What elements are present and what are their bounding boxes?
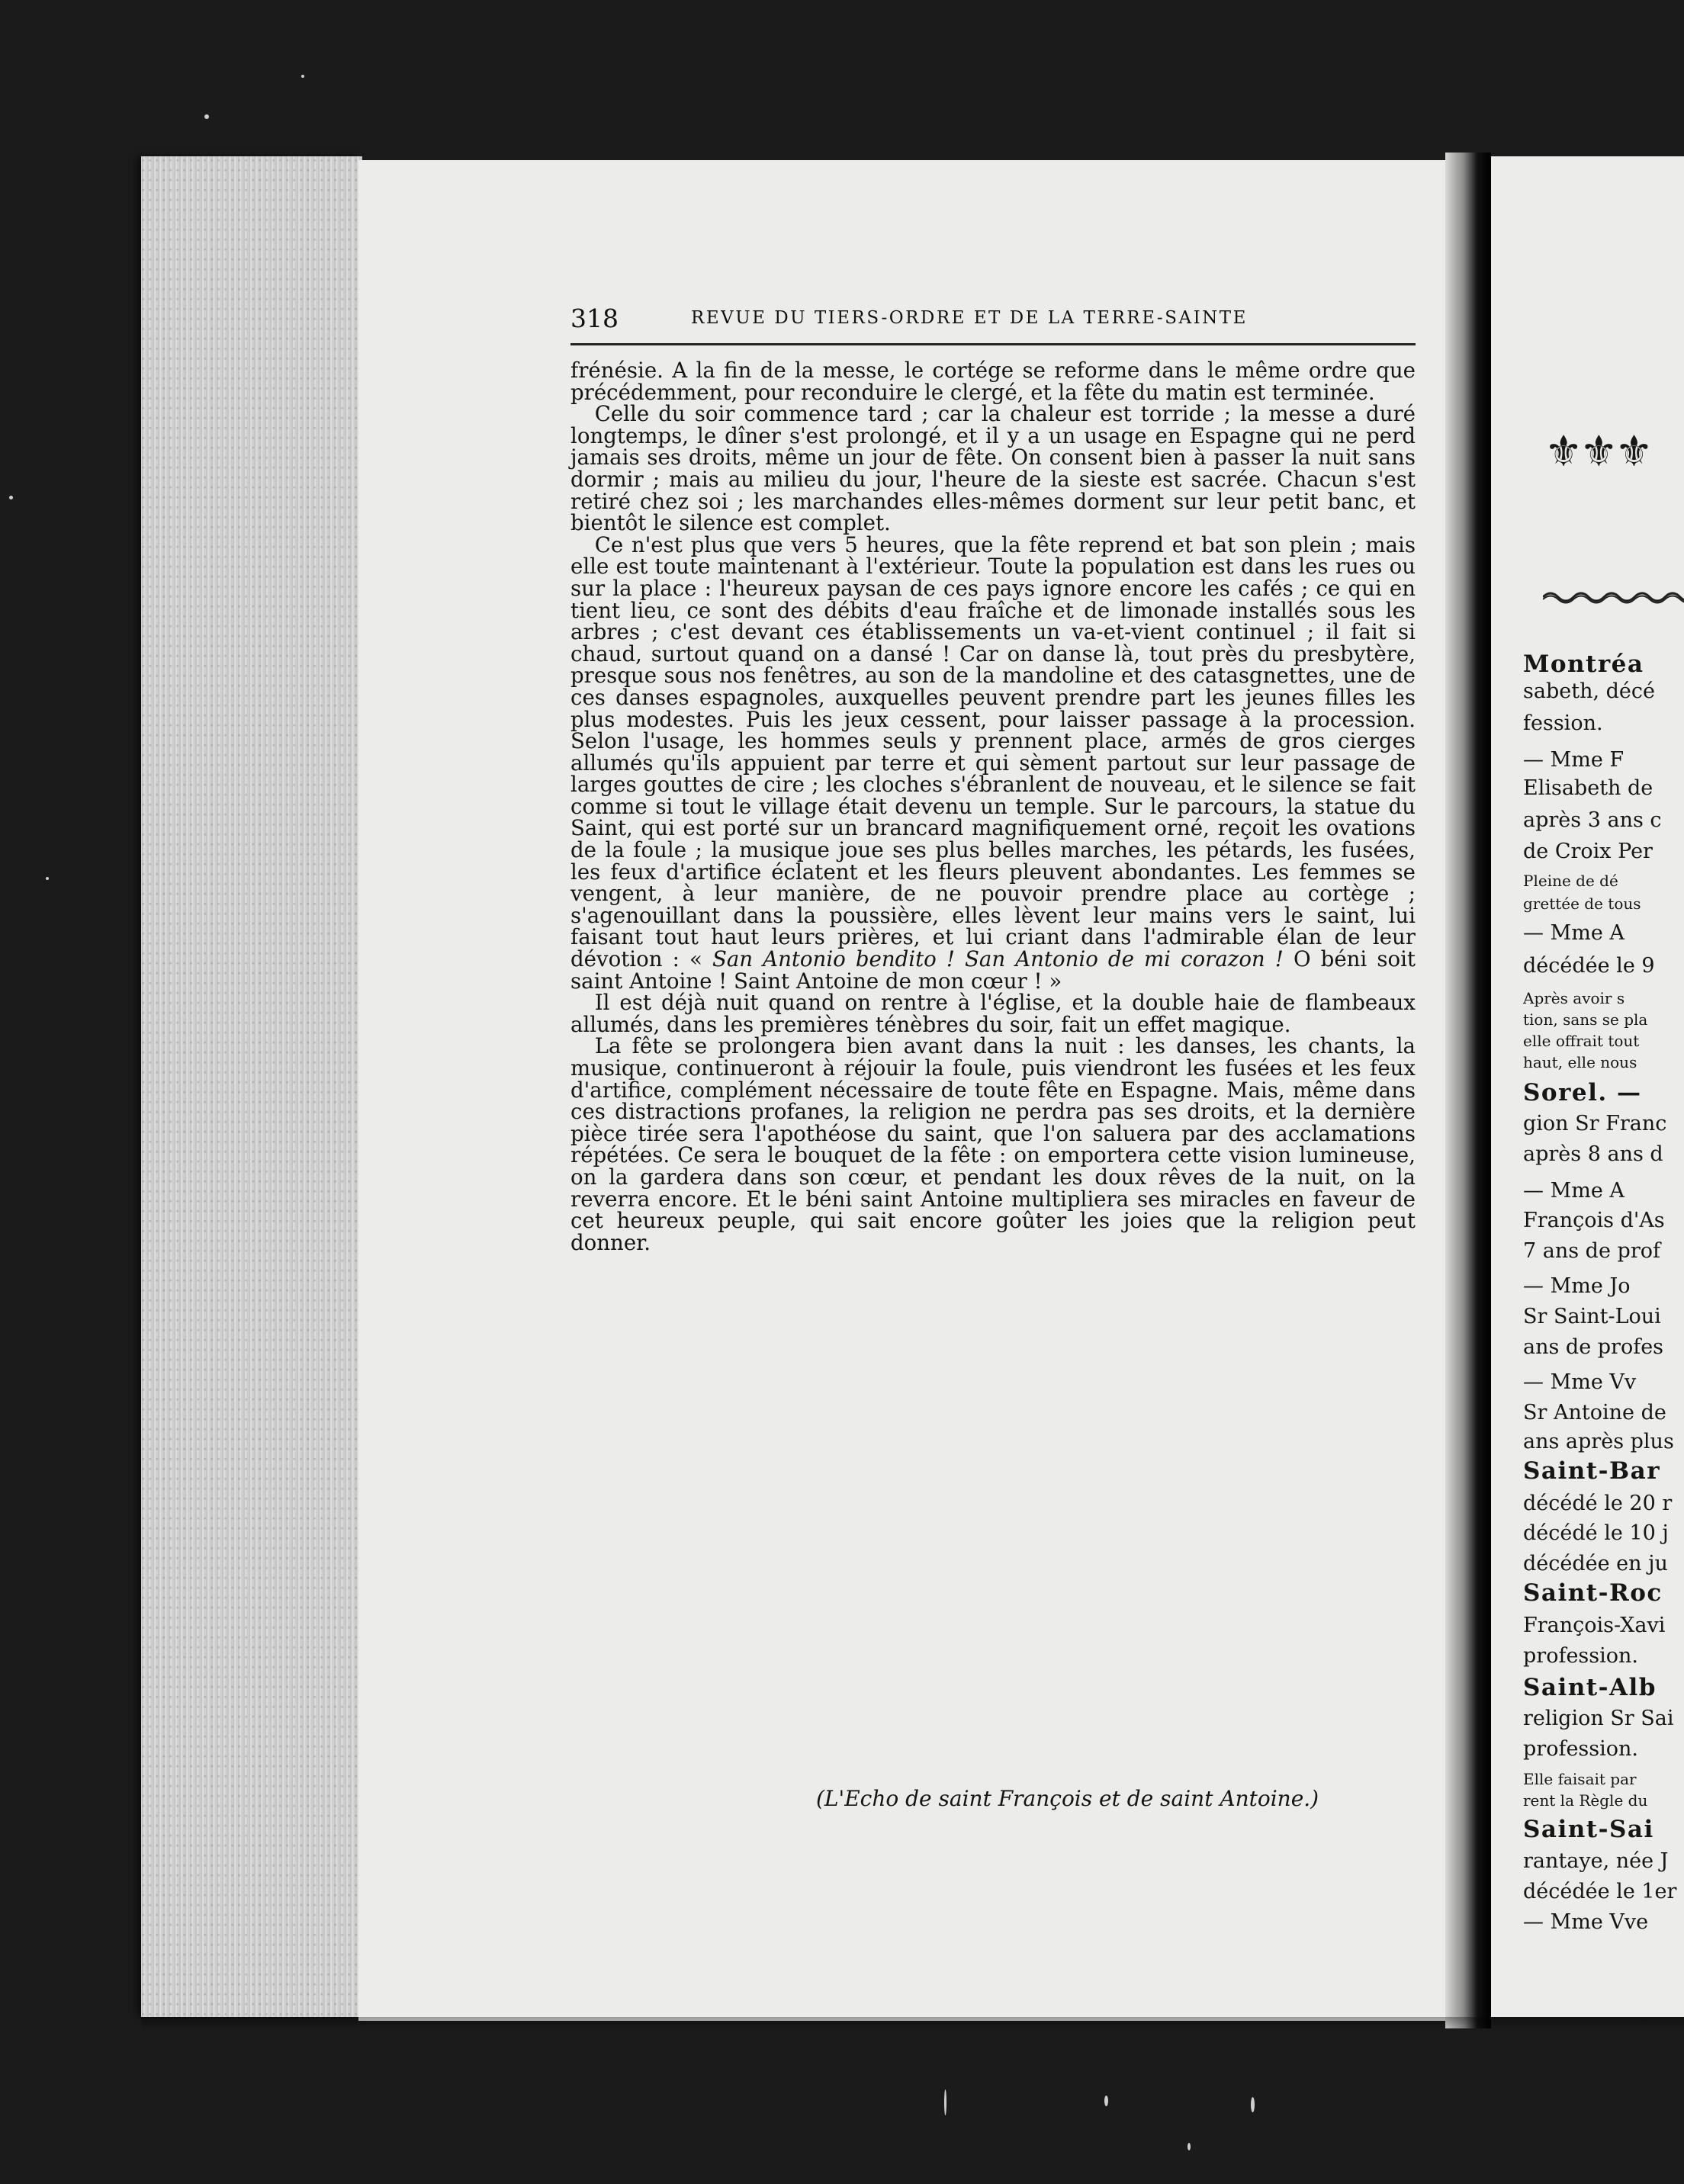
right-page-line: décédée le 9 (1523, 954, 1655, 978)
fleuron-ornament: ⚜⚜⚜ (1544, 427, 1650, 477)
running-head (570, 304, 1416, 345)
right-page-line: Sr Antoine de (1523, 1401, 1666, 1424)
right-page-line: Après avoir s (1523, 989, 1625, 1007)
dust-speck (1251, 2097, 1255, 2112)
right-page-line: Saint-Roc (1523, 1579, 1663, 1607)
right-page-line: François-Xavi (1523, 1614, 1666, 1637)
right-page-line: profession. (1523, 1737, 1638, 1761)
spanish-quote: San Antonio bendito ! San Antonio de mi corazon ! (712, 946, 1284, 972)
source-credit: (L'Echo de saint François et de saint Antoine.) (816, 1786, 1319, 1811)
right-page-line: décédé le 10 j (1523, 1521, 1669, 1545)
right-page-line: ans de profes (1523, 1335, 1664, 1359)
paragraph: frénésie. A la fin de la messe, le cortége se reforme dans le même ordre que précédemment, pour reconduire le clergé, et la fête du matin est terminée. (570, 358, 1416, 405)
dust-speck (1104, 2096, 1108, 2106)
right-page-line: rent la Règle du (1523, 1791, 1648, 1810)
right-page-line: profession. (1523, 1644, 1638, 1668)
right-page-line: grettée de tous (1523, 894, 1641, 913)
right-page-line: — Mme Vve (1523, 1910, 1649, 1934)
dust-speck (46, 877, 49, 880)
right-page-line: décédée en ju (1523, 1552, 1668, 1575)
right-page-line: sabeth, décé (1523, 679, 1655, 703)
paragraph-text: Ce n'est plus que vers 5 heures, que la fête reprend et bat son plein ; mais elle est toute maintenant à l'extérieur. Toute la population est dans les rues ou sur la place : l'heureux paysan de ces pays ignore encore les cafés ; ce qui en tient lieu, ce sont des débits d'eau fraîche et de limonade installés sous les arbres ; c'est devant ces établissements un va-et-vient continuel ; il fait si chaud, surtout quand on a dansé ! Car on danse là, tout près du presbytère, presque sous nos fenêtres, au son de la mandoline et des catasgnettes, une de ces danses espagnoles, auxquelles peuvent prendre part les jeunes filles les plus modestes. Puis les jeux cessent, pour laisser passage à la procession. Selon l'usage, les hommes seuls y prennent place, armés de gros cierges allumés qu'ils appuient par terre et qui sèment partout sur leur passage de larges gouttes de cire ; les cloches s'ébranlent de nouveau, et le silence se fait comme si tout le village était devenu un temple. Sur le parcours, la statue du Saint, qui est porté sur un brancard magnifiquement orné, reçoit les ovations de la foule ; la musique joue ses plus belles marches, les pétards, les fusées, les feux d'artifice éclatent et les fleurs pleuvent abondantes. Les femmes se vengent, à leur manière, de ne pouvoir prendre place au cortège ; s'agenouillant dans la poussière, elles lèvent leur mains vers le saint, lui faisant tout haut leurs prières, et lui criant dans l'admirable élan de leur dévotion : « (570, 532, 1416, 972)
dust-speck (301, 75, 304, 78)
right-page-line: Saint-Alb (1523, 1674, 1657, 1701)
right-page-line: elle offrait tout (1523, 1032, 1640, 1050)
journal-title: REVUE DU TIERS-ORDRE ET DE LA TERRE-SAINTE (691, 308, 1248, 328)
page-shadow (141, 2017, 1684, 2032)
paragraph: La fête se prolongera bien avant dans la nuit : les danses, les chants, la musique, continueront à réjouir la foule, puis viendront les fusées et les feux d'artifice, complément nécessaire de toute fête en Espagne. Mais, même dans ces distractions profanes, la religion ne perdra pas ses droits, et la dernière pièce tirée sera l'apothéose du saint, que l'on saluera par des acclamations répétées. Ce sera le bouquet de la fête : on emportera cette vision lumineuse, on la gardera dans son cœur, et pendant les doux rêves de la nuit, on la reverra encore. Et le béni saint Antoine multipliera ses miracles en faveur de cet heureux peuple, qui sait encore goûter les joies que la religion peut donner. (570, 1033, 1416, 1255)
book-page-edges (141, 156, 362, 2017)
wavy-rule-ornament (1543, 589, 1684, 605)
right-page-line: après 8 ans d (1523, 1142, 1663, 1166)
paragraph: Il est déjà nuit quand on rentre à l'église, et la double haie de flambeaux allumés, dans les premières ténèbres du soir, fait un effet magique. (570, 990, 1416, 1037)
right-page-line: Pleine de dé (1523, 872, 1618, 890)
right-page-line: 7 ans de prof (1523, 1239, 1660, 1263)
dust-speck (1187, 2143, 1191, 2150)
paragraph: Celle du soir commence tard ; car la chaleur est torride ; la messe a duré longtemps, le dîner s'est prolongé, et il y a un usage en Espagne qui ne perd jamais ses droits, même un jour de fête. On consent bien à passer la nuit sans dormir ; mais au milieu du jour, l'heure de la sieste est sacrée. Chacun s'est retiré chez soi ; les marchandes elles-mêmes dorment sur leur petit banc, et bientôt le silence est complet. (570, 401, 1416, 536)
right-page-line: ans après plus (1523, 1430, 1674, 1453)
right-page-line: — Mme Vv (1523, 1370, 1637, 1394)
article-body (570, 360, 1416, 1254)
right-page-line: — Mme A (1523, 921, 1625, 945)
right-page-line: — Mme F (1523, 748, 1625, 772)
right-page-line: Saint-Sai (1523, 1816, 1654, 1843)
right-page-line: — Mme Jo (1523, 1274, 1631, 1298)
paragraph (570, 532, 1416, 994)
dust-speck (944, 2089, 946, 2115)
right-page-line: Saint-Bar (1523, 1457, 1661, 1485)
right-page-line: haut, elle nous (1523, 1053, 1637, 1071)
right-page-line: François d'As (1523, 1209, 1665, 1232)
right-page-line: tion, sans se pla (1523, 1010, 1648, 1029)
right-page-line: Elle faisait par (1523, 1770, 1637, 1788)
right-page-line: Sr Saint-Loui (1523, 1305, 1661, 1328)
quote-translation: O béni soit saint Antoine ! Saint Antoine de mon cœur ! » (570, 946, 1416, 994)
right-page-line: gion Sr Franc (1523, 1112, 1667, 1135)
dust-speck (204, 114, 209, 119)
book-gutter (1445, 153, 1491, 2028)
dust-speck (9, 496, 13, 499)
right-page-line: religion Sr Sai (1523, 1707, 1674, 1730)
right-page-line: décédée le 1er (1523, 1880, 1677, 1903)
page-number: 318 (570, 304, 619, 333)
right-page-line: après 3 ans c (1523, 808, 1662, 832)
right-page-line: — Mme A (1523, 1179, 1625, 1203)
right-page-line: rantaye, née J (1523, 1849, 1669, 1873)
right-page-line: fession. (1523, 711, 1603, 735)
right-page-line: décédé le 20 r (1523, 1492, 1673, 1515)
right-page-line: Sorel. — (1523, 1079, 1642, 1106)
right-page-line: de Croix Per (1523, 840, 1653, 863)
right-page-line: Montréa (1523, 650, 1644, 678)
right-page (1491, 156, 1684, 2017)
right-page-line: Elisabeth de (1523, 776, 1653, 800)
